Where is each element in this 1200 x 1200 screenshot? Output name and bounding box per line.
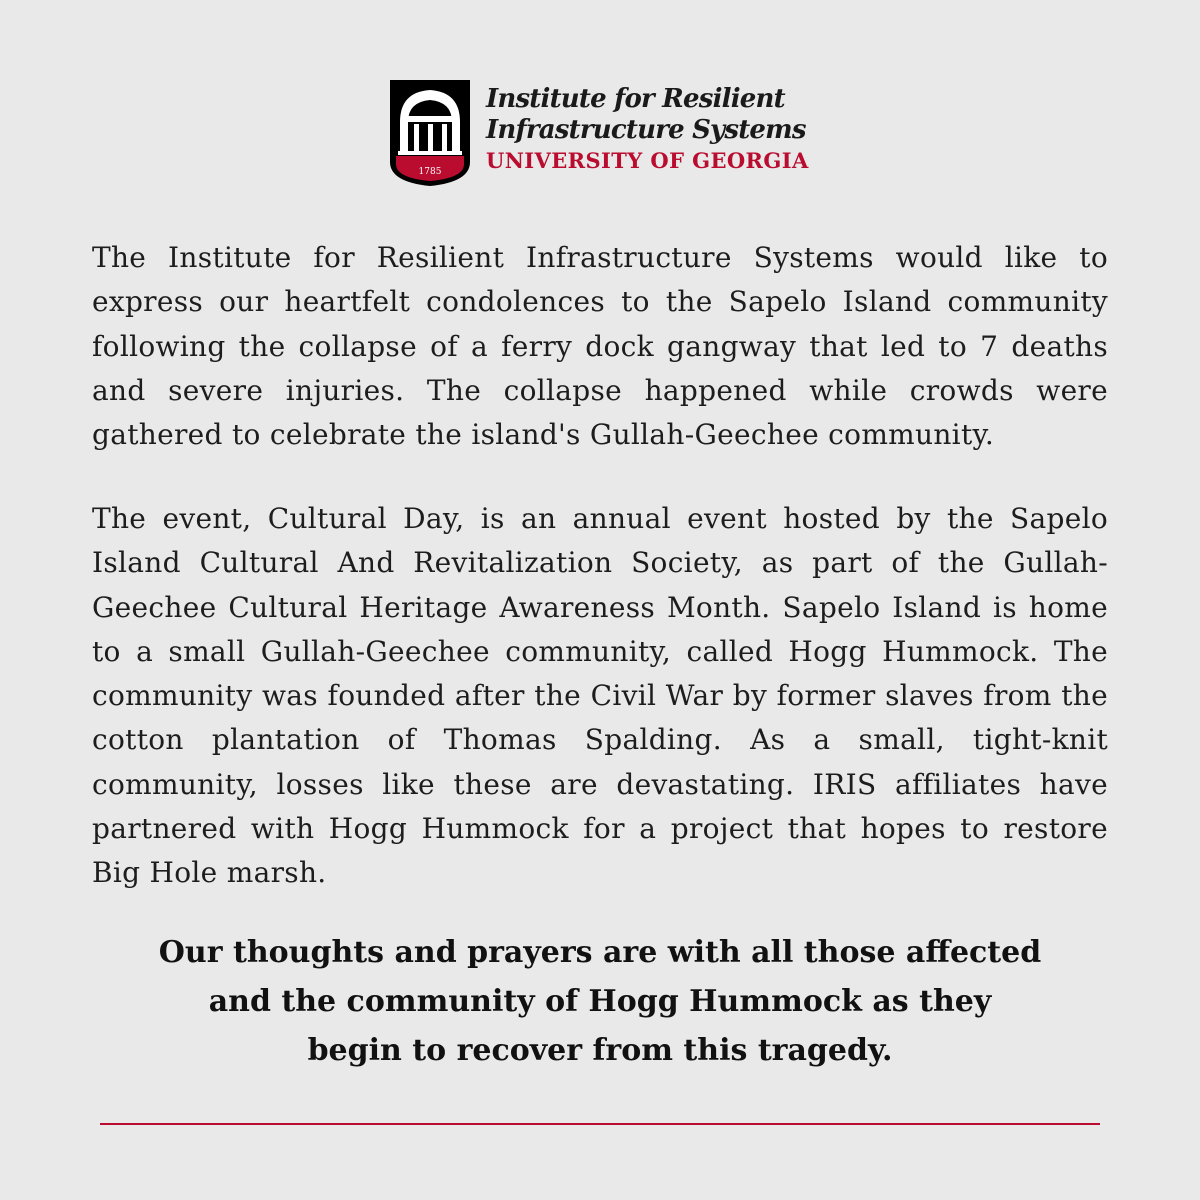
- uga-arch-shield-icon: [388, 78, 472, 188]
- uga-iris-logo: [388, 78, 828, 190]
- closing-line: Our thoughts and prayers are with all those affected: [158, 935, 1042, 970]
- logo-wordmark: [486, 84, 826, 176]
- institute-name-line1: Institute for Resilient: [486, 84, 785, 114]
- closing-line: and the community of Hogg Hummock as they: [208, 984, 992, 1019]
- arch-column: [428, 124, 433, 152]
- event-paragraph: The event, Cultural Day, is an annual event hosted by the Sapelo Island Cultural And Revitalization Society, as part of the Gullah-Geechee Cultural Heritage Awareness Month. Sapelo Island is home to a small Gullah-Geechee community, called Hogg Hummock. The community was founded after the Civil War by former slaves from the cotton plantation of Thomas Spalding. As a small, tight-knit community, losses like these are devastating. IRIS affiliates have partnered with Hogg Hummock for a project that hopes to restore Big Hole marsh.: [92, 502, 1108, 890]
- arch-column: [442, 124, 447, 152]
- condolence-paragraph: The Institute for Resilient Infrastructure Systems would like to express our heartfelt condolences to the Sapelo Island community following the collapse of a ferry dock gangway that led to 7 deaths and severe injuries. The collapse happened while crowds were gathered to celebrate the island's Gullah-Geechee community.: [92, 241, 1108, 452]
- closing-statement: [100, 928, 1100, 1075]
- university-name: UNIVERSITY OF GEORGIA: [486, 148, 809, 173]
- arch-entablature: [402, 116, 458, 122]
- seal-year: 1785: [418, 167, 442, 177]
- closing-line: begin to recover from this tragedy.: [307, 1033, 893, 1068]
- footer-divider: [100, 1123, 1100, 1125]
- arch-column: [414, 124, 419, 152]
- arch-base: [398, 151, 462, 155]
- institute-name-line2: Infrastructure Systems: [486, 115, 806, 145]
